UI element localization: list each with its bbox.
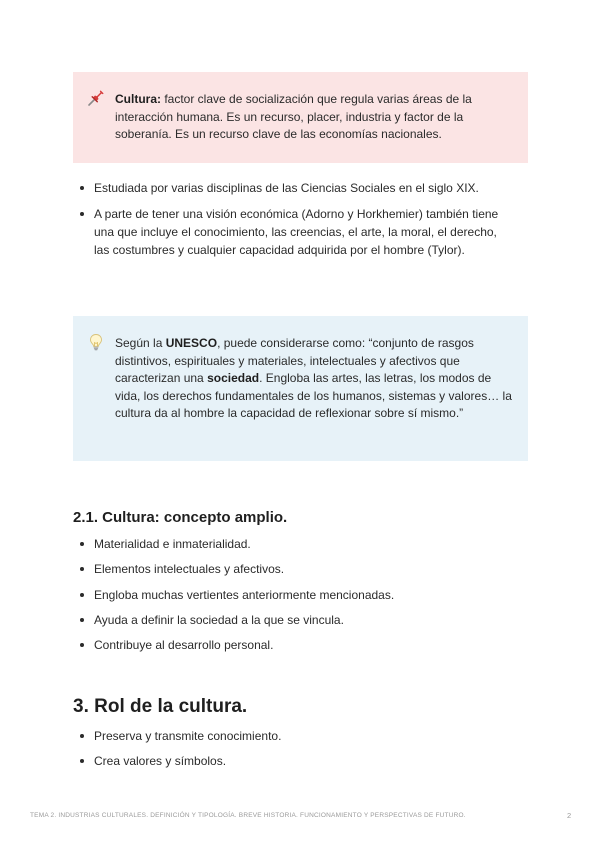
unesco-org-name: UNESCO xyxy=(165,336,218,350)
page-footer: TEMA 2. INDUSTRIAS CULTURALES. DEFINICIÓN Y TIPOLOGÍA. BREVE HISTORIA. FUNCIONAMIENTO Y PERSPECTIVAS DE FUTURO. xyxy=(30,812,466,819)
unesco-quote-callout xyxy=(73,316,528,461)
pushpin-icon xyxy=(86,88,106,108)
culture-term: Cultura: xyxy=(115,92,161,106)
list-item: Engloba muchas vertientes anteriormente mencionadas. xyxy=(78,586,508,604)
list-item: Materialidad e inmaterialidad. xyxy=(78,535,508,553)
list-item: Estudiada por varias disciplinas de las Ciencias Sociales en el siglo XIX. xyxy=(78,179,508,197)
culture-definition-body: factor clave de socialización que regula varias áreas de la interacción humana. Es un recurso, placer, industria y factor de la soberanía. Es un recurso clave de las economías nacionales. xyxy=(115,92,472,141)
unesco-quote-text xyxy=(115,335,518,423)
lightbulb-icon xyxy=(86,332,106,352)
culture-definition-callout xyxy=(73,72,528,163)
list-item: Elementos intelectuales y afectivos. xyxy=(78,560,508,578)
unesco-suffix: . Engloba las artes, las letras, los modos de vida, los derechos fundamentales de los humanos, sistemas y valores… la cultura da al hombre la capacidad de reflexionar sobre sí mismo.” xyxy=(115,371,512,420)
list-item: Ayuda a definir la sociedad a la que se vincula. xyxy=(78,611,508,629)
sociedad-keyword: sociedad xyxy=(207,371,260,385)
list-item: Preserva y transmite conocimiento. xyxy=(78,727,508,745)
section-2-1-list xyxy=(78,535,508,661)
page-number: 2 xyxy=(567,811,572,820)
unesco-middle: , puede considerarse como: “conjunto de rasgos distintivos, espirituales y materiales, intelectuales y afectivos que caracterizan una xyxy=(115,336,474,385)
culture-definition-text xyxy=(115,91,518,144)
list-item: Crea valores y símbolos. xyxy=(78,752,508,770)
section-3-heading: 3. Rol de la cultura. xyxy=(73,696,248,717)
unesco-prefix: Según la xyxy=(115,336,166,350)
intro-bullet-list xyxy=(78,179,508,267)
list-item: Contribuye al desarrollo personal. xyxy=(78,636,508,654)
list-item: A parte de tener una visión económica (Adorno y Horkhemier) también tiene una que incluye el conocimiento, las creencias, el arte, la moral, el derecho, las costumbres y cualquier capacidad adquirida por el hombre (Tylor). xyxy=(78,205,508,259)
section-3-list xyxy=(78,727,508,778)
section-2-1-heading: 2.1. Cultura: concepto amplio. xyxy=(73,509,288,526)
